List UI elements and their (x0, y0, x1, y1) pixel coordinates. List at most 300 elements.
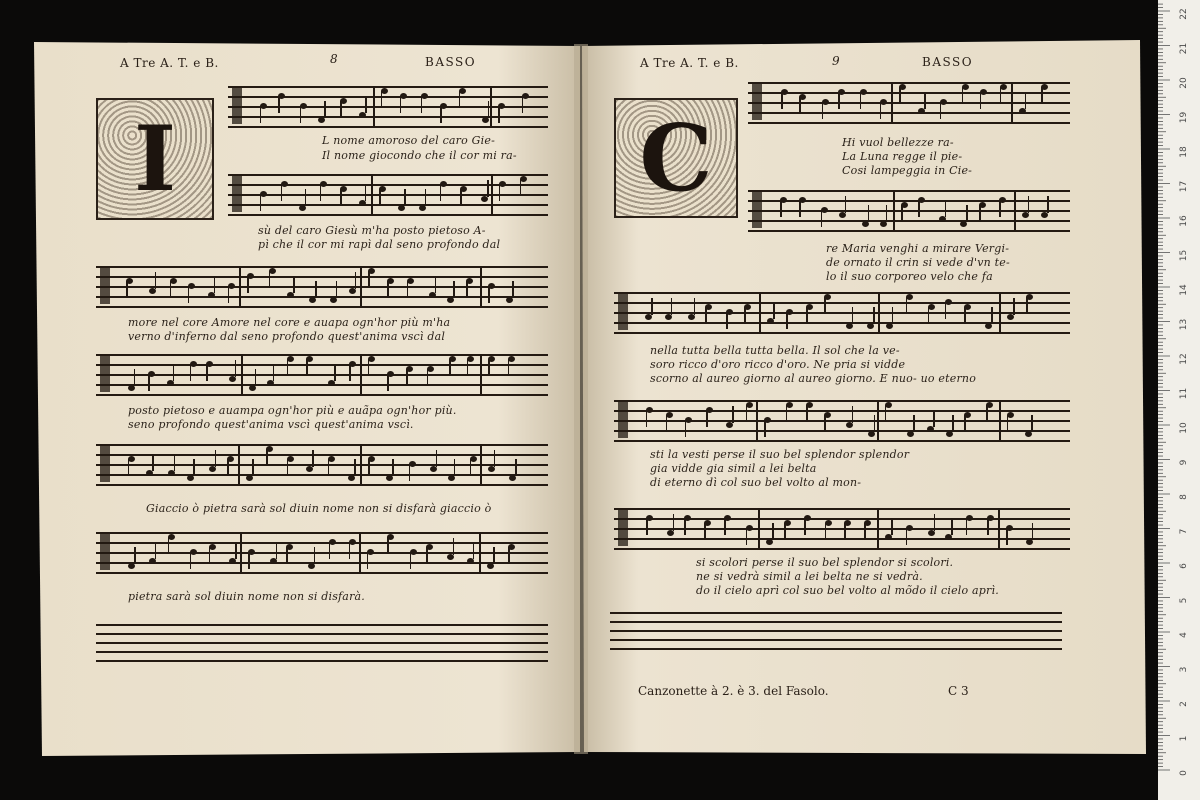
clef-sign (232, 176, 242, 212)
bar-line (1011, 82, 1013, 122)
note-stem (940, 102, 942, 119)
note-stem (864, 523, 866, 540)
note-stem (952, 415, 954, 432)
note-stem (287, 459, 289, 476)
staff-line (614, 332, 1070, 334)
note-stem (951, 518, 953, 535)
note-stem (799, 97, 801, 114)
staff-line (614, 302, 1070, 304)
note-stem (305, 189, 307, 206)
left-page-header-part: BASSO (425, 55, 477, 69)
lyric-line: L nome amoroso del caro Gie- (322, 134, 495, 147)
staff-line (228, 204, 548, 206)
note-stem (336, 281, 338, 298)
note-stem (991, 307, 993, 324)
note-stem (426, 547, 428, 564)
bar-line (480, 354, 482, 394)
staff-line (614, 410, 1070, 412)
staff-line (96, 624, 548, 626)
left-page-header-voices: A Tre A. T. e B. (120, 56, 219, 70)
note-stem (806, 307, 808, 324)
note-stem (651, 298, 653, 315)
note-stem (666, 415, 668, 432)
ruler-number: 8 (1179, 494, 1189, 500)
note-stem (255, 369, 257, 386)
note-stem (838, 92, 840, 109)
note-stem (281, 184, 283, 201)
clef-sign (752, 192, 762, 228)
note-stem (780, 200, 782, 217)
note-stem (400, 96, 402, 113)
lyric-line: de ornato il crin si vede d'vn te- (826, 256, 1010, 269)
lyric-line: re Maria venghi a mirare Vergi- (826, 242, 1010, 255)
clef-sign (100, 268, 110, 304)
note-stem (945, 200, 947, 217)
staff-line (614, 528, 1070, 530)
lyric-line: Cosi lampeggia in Cie- (842, 164, 973, 177)
note-stem (1047, 196, 1049, 213)
music-staff (228, 84, 548, 128)
note-stem (269, 271, 271, 288)
staff-line (228, 86, 548, 88)
ruler-number: 7 (1179, 528, 1189, 535)
staff-line (748, 82, 1070, 84)
right-page-header-part: BASSO (922, 55, 974, 69)
note-stem (806, 405, 808, 422)
bar-line (371, 174, 373, 214)
note-stem (214, 276, 216, 293)
note-stem (498, 106, 500, 123)
note-stem (155, 272, 157, 289)
note-stem (906, 297, 908, 314)
note-stem (209, 547, 211, 564)
bar-line (239, 266, 241, 306)
note-stem (193, 459, 195, 476)
music-staff (614, 398, 1070, 442)
note-stem (324, 101, 326, 118)
clef-sign (618, 510, 628, 546)
note-stem (512, 281, 514, 298)
note-stem (1032, 523, 1034, 540)
music-staff (748, 80, 1070, 124)
bar-line (479, 532, 481, 572)
note-stem (174, 454, 176, 471)
lyric-line: si scolori perse il suo bel splendor si scolori. (696, 556, 954, 569)
staff-line (610, 648, 1062, 650)
staff-line (614, 322, 1070, 324)
clef-sign (100, 446, 110, 482)
note-stem (334, 364, 336, 381)
music-staff (614, 290, 1070, 334)
note-stem (273, 364, 275, 381)
note-stem (260, 194, 262, 211)
note-stem (453, 538, 455, 555)
note-stem (987, 518, 989, 535)
bar-line (240, 532, 242, 572)
staff-line (96, 651, 548, 653)
note-stem (886, 205, 888, 222)
note-stem (155, 542, 157, 559)
music-staff (96, 530, 548, 574)
note-stem (1028, 196, 1030, 213)
note-stem (286, 547, 288, 564)
note-stem (671, 298, 673, 315)
empty-staff (610, 610, 1062, 650)
note-stem (454, 459, 456, 476)
note-stem (215, 450, 217, 467)
lyric-line: Hi vuol bellezze ra- (842, 136, 954, 149)
staff-line (748, 190, 1070, 192)
staff-line (610, 630, 1062, 632)
note-stem (901, 205, 903, 222)
note-stem (522, 96, 524, 113)
note-stem (293, 276, 295, 293)
lyric-line: Giaccio ò pietra sarà sol diuin nome non si disfarà giaccio ò (146, 502, 492, 515)
ruler-number: 10 (1179, 422, 1189, 434)
note-stem (300, 106, 302, 123)
note-stem (962, 87, 964, 104)
note-stem (387, 374, 389, 391)
lyric-line: sti la vesti perse il suo bel splendor splendor (650, 448, 910, 461)
note-stem (704, 523, 706, 540)
note-stem (980, 92, 982, 109)
lyric-line: lo il suo corporeo velo che fa (826, 270, 993, 283)
note-stem (979, 205, 981, 222)
clef-sign (752, 84, 762, 120)
bar-line (360, 266, 362, 306)
note-stem (824, 297, 826, 314)
note-stem (188, 286, 190, 303)
bar-line (360, 444, 362, 484)
note-stem (387, 281, 389, 298)
note-stem (134, 547, 136, 564)
note-stem (1026, 297, 1028, 314)
staff-line (748, 92, 1070, 94)
note-stem (880, 102, 882, 119)
staff-line (228, 174, 548, 176)
note-stem (260, 106, 262, 123)
bar-line (491, 174, 493, 214)
ruler-number: 17 (1179, 180, 1189, 193)
note-stem (724, 518, 726, 535)
note-stem (126, 281, 128, 298)
note-stem (906, 528, 908, 545)
staff-line (748, 200, 1070, 202)
note-stem (248, 552, 250, 569)
note-stem (873, 307, 875, 324)
note-stem (487, 180, 489, 197)
note-stem (673, 514, 675, 531)
note-stem (170, 281, 172, 298)
note-stem (368, 271, 370, 288)
note-stem (206, 364, 208, 381)
note-stem (899, 87, 901, 104)
music-staff (228, 172, 548, 216)
note-stem (744, 307, 746, 324)
bar-line (758, 508, 760, 548)
bar-line (998, 508, 1000, 548)
note-stem (387, 537, 389, 554)
note-stem (685, 420, 687, 437)
note-stem (276, 542, 278, 559)
bar-line (756, 400, 758, 440)
lyric-line: seno profondo quest'anima vscì quest'anima vscì. (128, 418, 414, 431)
note-stem (252, 459, 254, 476)
decorated-initial-c: C (614, 98, 738, 218)
note-stem (825, 523, 827, 540)
note-stem (646, 518, 648, 535)
staff-line (96, 642, 548, 644)
note-stem (312, 450, 314, 467)
note-stem (964, 415, 966, 432)
note-stem (368, 359, 370, 376)
ruler-number: 1 (1179, 735, 1189, 742)
note-stem (247, 276, 249, 293)
note-stem (404, 189, 406, 206)
lyric-line: verno d'inferno dal seno profondo quest'anima vscì dal (128, 330, 446, 343)
note-stem (508, 359, 510, 376)
note-stem (824, 415, 826, 432)
lyric-line: gia vidde gia simil a lei belta (650, 462, 817, 475)
note-stem (328, 459, 330, 476)
note-stem (924, 92, 926, 109)
note-stem (453, 281, 455, 298)
bar-line (373, 86, 375, 126)
note-stem (365, 184, 367, 201)
lyric-line: nella tutta bella tutta bella. Il sol che la ve- (650, 344, 900, 357)
note-stem (746, 528, 748, 545)
note-stem (845, 196, 847, 213)
staff-line (610, 612, 1062, 614)
staff-line (610, 621, 1062, 623)
staff-line (614, 538, 1070, 540)
note-stem (440, 184, 442, 201)
bar-line (241, 354, 243, 394)
clef-sign (618, 294, 628, 330)
ruler-number: 0 (1179, 770, 1189, 776)
note-stem (488, 359, 490, 376)
note-stem (520, 179, 522, 196)
staff-line (614, 292, 1070, 294)
colophon: Canzonette à 2. è 3. del Fasolo. (638, 684, 829, 698)
ruler-number: 22 (1179, 8, 1189, 20)
note-stem (964, 307, 966, 324)
staff-line (228, 96, 548, 98)
staff-line (614, 420, 1070, 422)
note-stem (467, 359, 469, 376)
staff-line (96, 660, 548, 662)
note-stem (746, 405, 748, 422)
ruler-number: 6 (1179, 563, 1189, 569)
note-stem (168, 537, 170, 554)
note-stem (365, 96, 367, 113)
note-stem (986, 405, 988, 422)
note-stem (190, 552, 192, 569)
note-stem (315, 281, 317, 298)
note-stem (466, 281, 468, 298)
note-stem (1006, 528, 1008, 545)
note-stem (860, 92, 862, 109)
staff-line (614, 548, 1070, 550)
note-stem (705, 307, 707, 324)
ruler-number: 14 (1179, 284, 1189, 296)
bar-line (238, 444, 240, 484)
lyric-line: di eterno dì col suo bel volto al mon- (650, 476, 862, 489)
bar-line (999, 292, 1001, 332)
lyric-line: sù del caro Giesù m'ha posto pietoso A- (258, 224, 486, 237)
ruler-number: 9 (1179, 459, 1189, 466)
note-stem (999, 200, 1001, 217)
staff-line (228, 214, 548, 216)
note-stem (913, 415, 915, 432)
note-stem (349, 542, 351, 559)
note-stem (493, 547, 495, 564)
ruler-number: 2 (1179, 701, 1189, 707)
note-stem (508, 547, 510, 564)
note-stem (1007, 415, 1009, 432)
staff-line (610, 639, 1062, 641)
ruler-number: 11 (1179, 387, 1189, 400)
note-stem (821, 210, 823, 227)
note-stem (934, 514, 936, 531)
note-stem (786, 405, 788, 422)
note-stem (421, 96, 423, 113)
note-stem (278, 96, 280, 113)
note-stem (368, 459, 370, 476)
note-stem (148, 374, 150, 391)
note-stem (684, 518, 686, 535)
bar-line (891, 82, 893, 122)
note-stem (1013, 298, 1015, 315)
note-stem (354, 459, 356, 476)
ruler-number: 19 (1179, 111, 1189, 124)
note-stem (349, 364, 351, 381)
ruler-number: 13 (1179, 318, 1189, 331)
note-stem (732, 406, 734, 423)
note-stem (379, 189, 381, 206)
lyric-line: Il nome giocondo che il cor mi ra- (322, 149, 517, 162)
note-stem (409, 464, 411, 481)
lyric-line: soro ricco d'oro ricco d'oro. Ne pria si vidde (650, 358, 906, 371)
ruler-number: 15 (1179, 249, 1189, 262)
note-stem (892, 307, 894, 324)
note-stem (314, 547, 316, 564)
note-stem (1031, 415, 1033, 432)
clef-sign (100, 534, 110, 570)
staff-line (614, 518, 1070, 520)
bar-line (877, 508, 879, 548)
ruler-number: 20 (1179, 77, 1189, 89)
note-stem (340, 101, 342, 118)
note-stem (228, 286, 230, 303)
note-stem (407, 281, 409, 298)
note-stem (235, 542, 237, 559)
note-stem (473, 542, 475, 559)
note-stem (410, 552, 412, 569)
staff-line (614, 508, 1070, 510)
staff-line (748, 230, 1070, 232)
staff-line (748, 122, 1070, 124)
note-stem (134, 369, 136, 386)
staff-line (748, 102, 1070, 104)
note-stem (784, 523, 786, 540)
bar-line (877, 400, 879, 440)
ruler-number: 5 (1179, 597, 1189, 604)
note-stem (874, 415, 876, 432)
note-stem (499, 184, 501, 201)
right-page-number: 9 (832, 54, 840, 68)
note-stem (470, 459, 472, 476)
clef-sign (618, 402, 628, 438)
note-stem (152, 454, 154, 471)
bar-line (878, 292, 880, 332)
note-stem (436, 450, 438, 467)
lyric-line: scorno al aureo giorno al aureo giorno. E nuo- uo eterno (650, 372, 977, 385)
ruler-number: 18 (1179, 146, 1189, 158)
note-stem (1025, 92, 1027, 109)
staff-line (748, 210, 1070, 212)
note-stem (320, 184, 322, 201)
music-staff (96, 442, 548, 486)
note-stem (804, 518, 806, 535)
note-stem (435, 276, 437, 293)
staff-line (96, 572, 548, 574)
note-stem (494, 450, 496, 467)
note-stem (329, 542, 331, 559)
note-stem (449, 359, 451, 376)
music-staff (614, 506, 1070, 550)
note-stem (266, 449, 268, 466)
note-stem (773, 302, 775, 319)
staff-line (614, 312, 1070, 314)
note-stem (918, 200, 920, 217)
staff-line (614, 430, 1070, 432)
note-stem (340, 189, 342, 206)
note-stem (367, 552, 369, 569)
note-stem (852, 406, 854, 423)
note-stem (459, 91, 461, 108)
bar-line (359, 532, 361, 572)
note-stem (406, 369, 408, 386)
note-stem (781, 92, 783, 109)
note-stem (515, 459, 517, 476)
bar-line (893, 190, 895, 230)
clef-sign (232, 88, 242, 124)
note-stem (1041, 87, 1043, 104)
staff-line (614, 440, 1070, 442)
ruler-number: 4 (1179, 632, 1189, 638)
staff-line (228, 126, 548, 128)
note-stem (460, 189, 462, 206)
note-stem (891, 518, 893, 535)
right-page-header-voices: A Tre A. T. e B. (640, 56, 739, 70)
note-stem (772, 523, 774, 540)
note-stem (706, 410, 708, 427)
note-stem (287, 359, 289, 376)
bar-line (490, 86, 492, 126)
note-stem (306, 359, 308, 376)
lyric-line: La Luna regge il pie- (842, 150, 963, 163)
note-stem (726, 312, 728, 329)
note-stem (227, 459, 229, 476)
music-staff (96, 352, 548, 396)
note-stem (427, 369, 429, 386)
note-stem (646, 410, 648, 427)
music-staff (96, 264, 548, 308)
staff-line (228, 116, 548, 118)
lyric-line: do il cielo aprì col suo bel volto al mõdo il cielo aprì. (696, 584, 999, 597)
note-stem (488, 286, 490, 303)
